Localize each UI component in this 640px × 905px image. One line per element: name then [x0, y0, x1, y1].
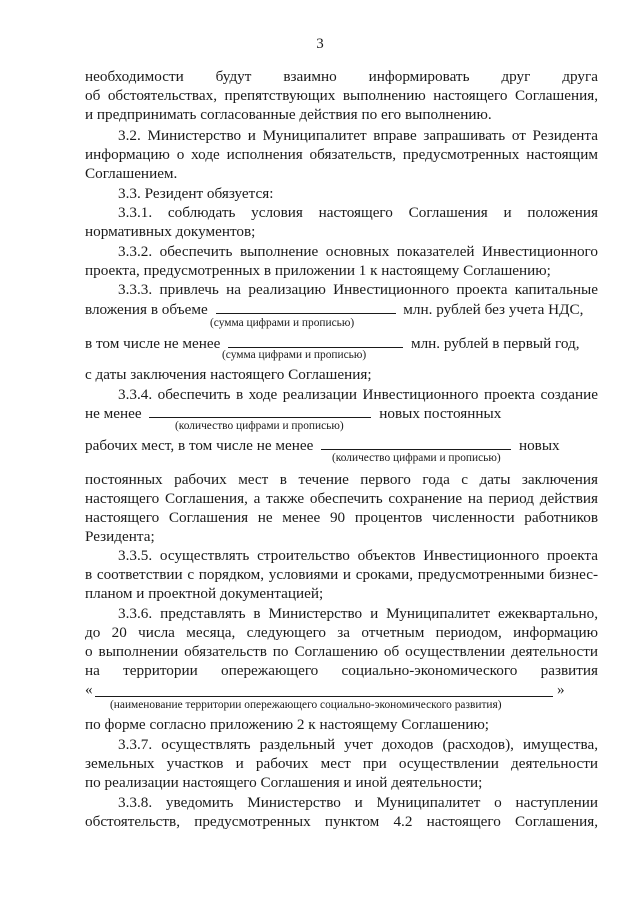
- clause-3-3-8: 3.3.8. уведомить Министерство и Муниципалитет о наступлении: [118, 794, 598, 811]
- clause-3-3: 3.3. Резидент обязуется:: [118, 185, 274, 202]
- text-line: постоянных рабочих мест в течение первого года с даты заключения: [85, 471, 598, 488]
- clause-3-3-6: 3.3.6. представлять в Министерство и Муниципалитет ежеквартально,: [118, 605, 598, 622]
- text-line: настоящего Соглашения, а также обеспечить сохранение на период действия: [85, 490, 598, 507]
- text-line: Соглашением.: [85, 165, 178, 182]
- capital-investment-amount-blank[interactable]: [216, 300, 396, 314]
- jobs-count-blank[interactable]: [149, 404, 371, 418]
- clause-3-3-3: 3.3.3. привлечь на реализацию Инвестиционного проекта капитальные: [118, 281, 598, 298]
- page-number: 3: [316, 36, 324, 52]
- field-caption: (наименование территории опережающего социально-экономического развития): [110, 699, 502, 711]
- territory-name-blank[interactable]: [95, 683, 553, 697]
- field-caption: (сумма цифрами и прописью): [222, 349, 367, 361]
- text-line: нормативных документов;: [85, 223, 256, 240]
- clause-3-3-7: 3.3.7. осуществлять раздельный учет доходов (расходов), имущества,: [118, 736, 598, 753]
- text-line: [85, 300, 598, 318]
- text-line: обстоятельств, предусмотренных пунктом 4.2 настоящего Соглашения,: [85, 813, 598, 830]
- text-fragment: в том числе не менее: [85, 335, 221, 352]
- clause-3-3-5: 3.3.5. осуществлять строительство объектов Инвестиционного проекта: [118, 547, 598, 564]
- text-fragment: вложения в объеме: [85, 301, 208, 318]
- field-caption: (сумма цифрами и прописью): [210, 317, 355, 329]
- text-fragment: новых постоянных: [379, 405, 502, 422]
- text-line: планом и проектной документацией;: [85, 585, 324, 602]
- text-line: в соответствии с порядком, условиями и сроками, предусмотренными бизнес-: [85, 566, 598, 583]
- text-line: проекта, предусмотренных в приложении 1 к настоящему Соглашению;: [85, 262, 551, 279]
- text-line: необходимости будут взаимно информировать друг друга: [85, 68, 598, 85]
- text-fragment: рабочих мест, в том числе не менее: [85, 437, 314, 454]
- text-line: по форме согласно приложению 2 к настоящему Соглашению;: [85, 716, 490, 733]
- text-line: до 20 числа месяца, следующего за отчетным периодом, информацию: [85, 624, 598, 641]
- first-year-amount-blank[interactable]: [228, 334, 403, 348]
- clause-3-3-4: 3.3.4. обеспечить в ходе реализации Инвестиционного проекта создание: [118, 386, 598, 403]
- text-line: по реализации настоящего Соглашения и иной деятельности;: [85, 774, 483, 791]
- clause-3-2: 3.2. Министерство и Муниципалитет вправе запрашивать от Резидента: [118, 127, 598, 144]
- text-fragment: млн. рублей без учета НДС,: [403, 301, 584, 318]
- text-line: информацию о ходе исполнения обязательств, предусмотренных настоящим: [85, 146, 598, 163]
- clause-3-3-1: 3.3.1. соблюдать условия настоящего Соглашения и положения: [118, 204, 598, 221]
- open-quote: «: [85, 681, 93, 698]
- text-fragment: млн. рублей в первый год,: [410, 335, 580, 352]
- clause-3-3-2: 3.3.2. обеспечить выполнение основных показателей Инвестиционного: [118, 243, 598, 260]
- field-caption: (количество цифрами и прописью): [332, 452, 501, 464]
- text-line: на территории опережающего социально-экономического развития: [85, 662, 598, 679]
- field-caption: (количество цифрами и прописью): [175, 420, 344, 432]
- first-year-jobs-blank[interactable]: [321, 436, 511, 450]
- text-line: с даты заключения настоящего Соглашения;: [85, 366, 372, 383]
- text-line: и предпринимать согласованные действия по его выполнению.: [85, 106, 492, 123]
- text-line: об обстоятельствах, препятствующих выполнению настоящего Соглашения,: [85, 87, 598, 104]
- text-fragment: новых: [518, 437, 560, 454]
- text-line: о выполнении обязательств по Соглашению об осуществлении деятельности: [85, 643, 598, 660]
- text-fragment: не менее: [85, 405, 142, 422]
- close-quote: »: [557, 681, 565, 698]
- text-line: настоящего Соглашения не менее 90 процентов численности работников: [85, 509, 598, 526]
- text-line: Резидента;: [85, 528, 155, 545]
- text-line: земельных участков и рабочих мест при осуществлении деятельности: [85, 755, 598, 772]
